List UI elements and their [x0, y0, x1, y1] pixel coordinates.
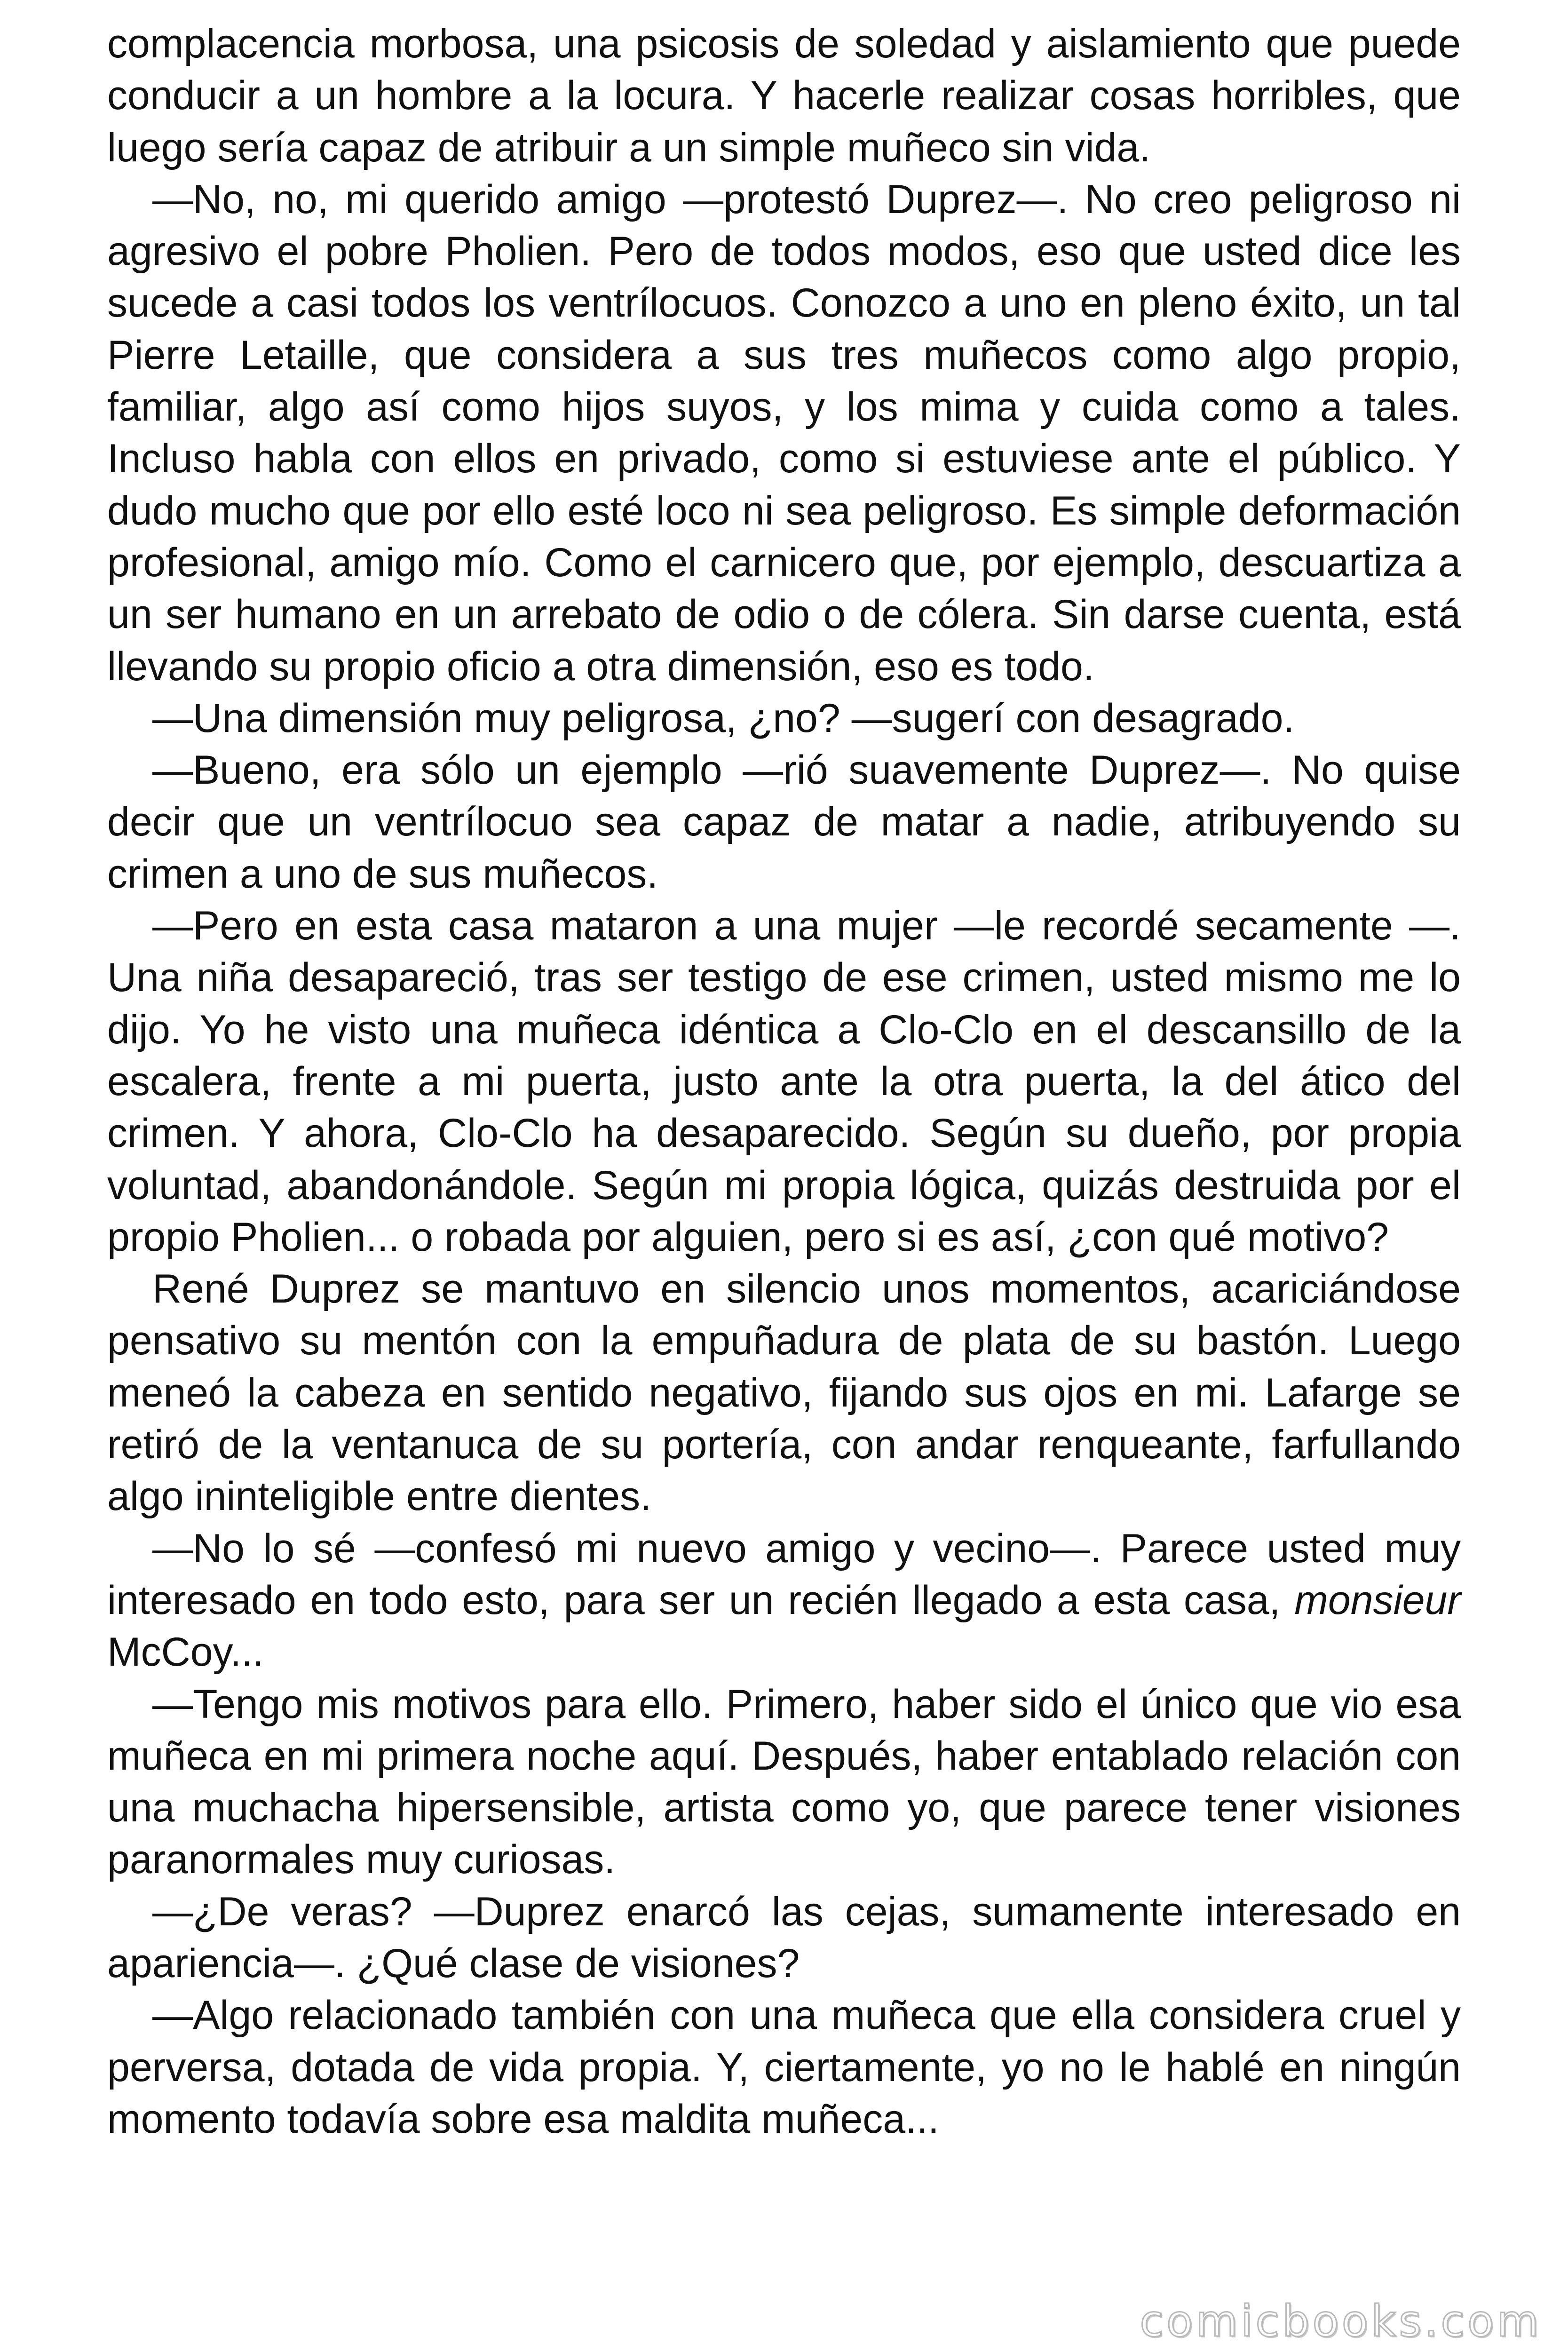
- paragraph-7-text: —No lo sé —confesó mi nuevo amigo y vecino—. Parece usted muy interesado en todo esto, para ser un recién llegado a esta casa,: [107, 1526, 1461, 1623]
- paragraph-10: —Algo relacionado también con una muñeca que ella considera cruel y perversa, dotada de vida propia. Y, ciertamente, yo no le hablé en ningún momento todavía sobre esa maldita muñeca...: [107, 1993, 1461, 2142]
- paragraph-7-italic: monsieur: [1294, 1577, 1461, 1623]
- paragraph-3: —Una dimensión muy peligrosa, ¿no? —sugerí con desagrado.: [152, 695, 1295, 741]
- paragraph-5: —Pero en esta casa mataron a una mujer —le recordé secamente —. Una niña desapareció, tras ser testigo de ese crimen, usted mismo me lo dijo. Yo he visto una muñeca idéntica a Clo-Clo en el descansillo de la escalera, frente a mi puerta, justo ante la otra puerta, la del ático del crimen. Y ahora, Clo-Clo ha desaparecido. Según su dueño, por propia voluntad, abandonándole. Según mi propia lógica, quizás destruida por el propio Pholien... o robada por alguien, pero si es así, ¿con qué motivo?: [107, 903, 1461, 1260]
- book-page-text: [107, 18, 1461, 2145]
- paragraph-6: René Duprez se mantuvo en silencio unos momentos, acariciándose pensativo su mentón con la empuñadura de plata de su bastón. Luego meneó la cabeza en sentido negativo, fijando sus ojos en mi. Lafarge se retiró de la ventanuca de su portería, con andar renqueante, farfullando algo ininteligible entre dientes.: [107, 1266, 1461, 1519]
- paragraph-2: —No, no, mi querido amigo —protestó Duprez—. No creo peligroso ni agresivo el pobre Pholien. Pero de todos modos, eso que usted dice les sucede a casi todos los ventrílocuos. Conozco a uno en pleno éxito, un tal Pierre Letaille, que considera a sus tres muñecos como algo propio, familiar, algo así como hijos suyos, y los mima y cuida como a tales. Incluso habla con ellos en privado, como si estuviese ante el público. Y dudo mucho que por ello esté loco ni sea peligroso. Es simple deformación profesional, amigo mío. Como el carnicero que, por ejemplo, descuartiza a un ser humano en un arrebato de odio o de cólera. Sin darse cuenta, está llevando su propio oficio a otra dimensión, eso es todo.: [107, 176, 1461, 689]
- paragraph-8: —Tengo mis motivos para ello. Primero, haber sido el único que vio esa muñeca en mi primera noche aquí. Después, haber entablado relación con una muchacha hipersensible, artista como yo, que parece tener visiones paranormales muy curiosas.: [107, 1681, 1461, 1883]
- paragraph-7: [107, 1523, 1461, 1678]
- paragraph-1: complacencia morbosa, una psicosis de soledad y aislamiento que puede conducir a un hombre a la locura. Y hacerle realizar cosas horribles, que luego sería capaz de atribuir a un simple muñeco sin vida.: [107, 21, 1461, 170]
- paragraph-4: —Bueno, era sólo un ejemplo —rió suavemente Duprez—. No quise decir que un ventrílocuo sea capaz de matar a nadie, atribuyendo su crimen a uno de sus muñecos.: [107, 747, 1461, 897]
- watermark: comicbooks.com: [1140, 2296, 1542, 2346]
- paragraph-9: —¿De veras? —Duprez enarcó las cejas, sumamente interesado en apariencia—. ¿Qué clase de visiones?: [107, 1889, 1461, 1986]
- paragraph-7-end: McCoy...: [107, 1629, 264, 1675]
